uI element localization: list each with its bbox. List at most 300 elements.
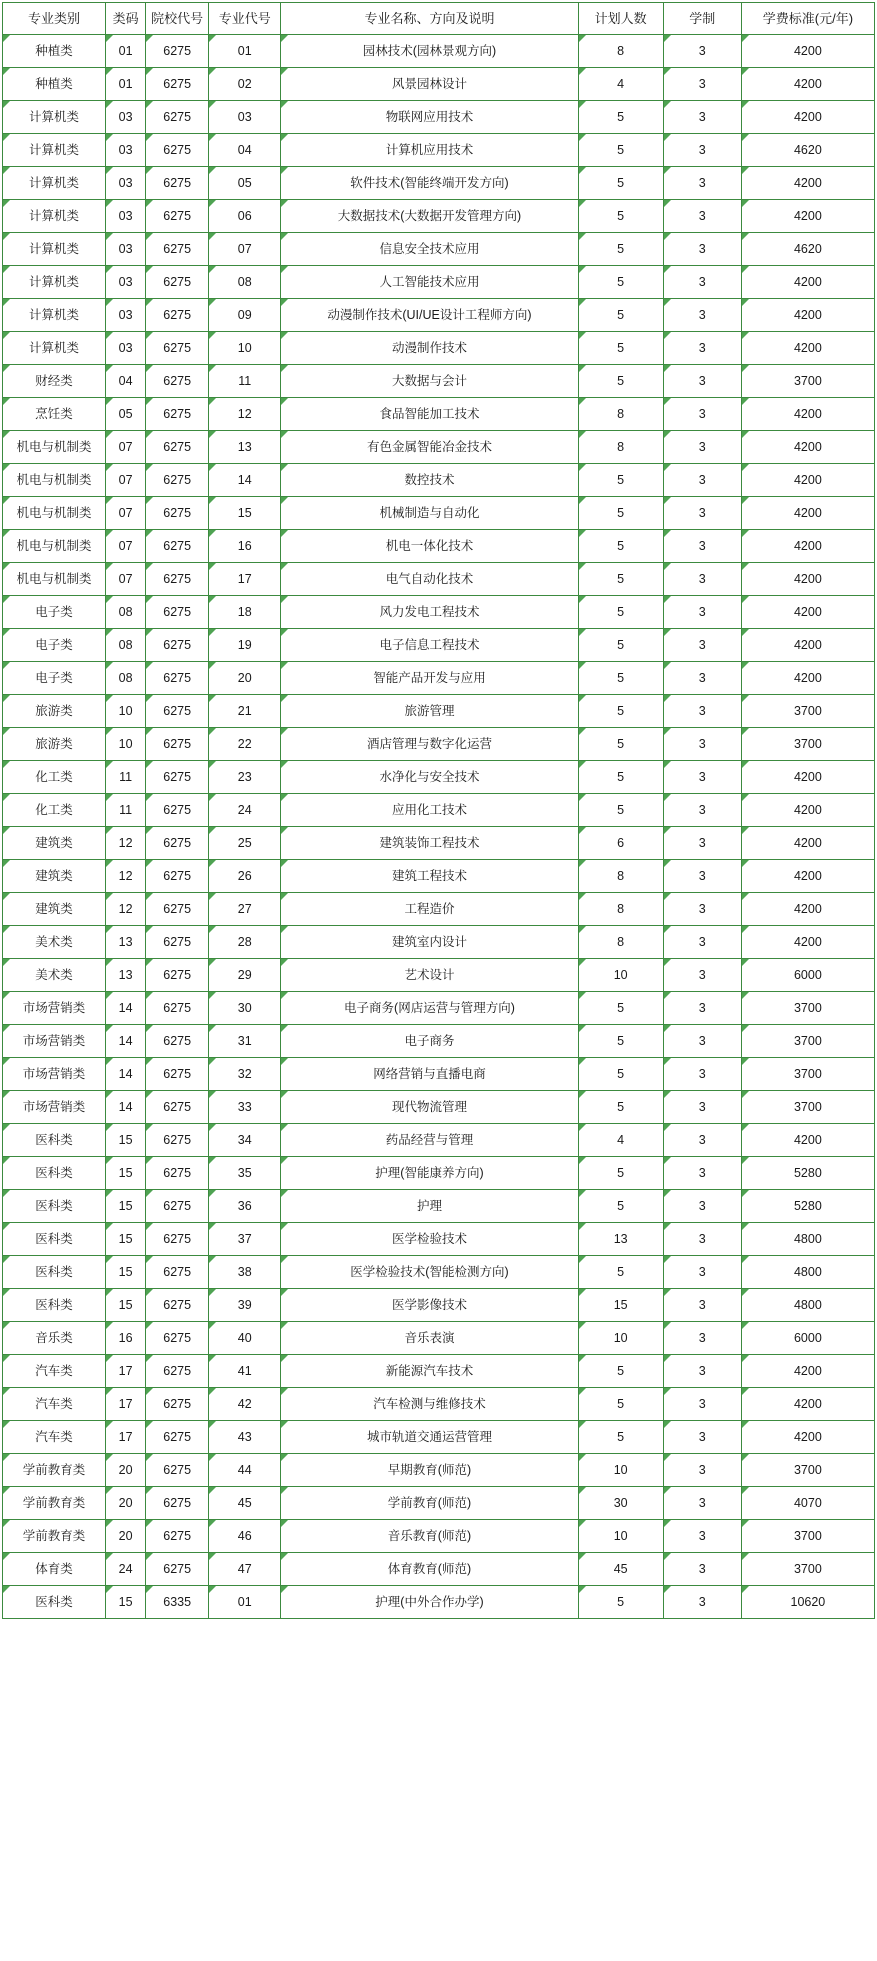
cell-tuition: 6000 [741, 1322, 874, 1355]
cell-duration: 3 [663, 266, 741, 299]
cell-major-code: 33 [209, 1091, 281, 1124]
cell-category: 种植类 [3, 35, 106, 68]
cell-major-name: 机电一体化技术 [281, 530, 578, 563]
table-row [3, 563, 875, 596]
cell-plan-count: 5 [578, 1091, 663, 1124]
cell-category: 种植类 [3, 68, 106, 101]
cell-tuition: 4200 [741, 431, 874, 464]
cell-major-code: 34 [209, 1124, 281, 1157]
cell-school-code: 6275 [146, 761, 209, 794]
cell-category: 计算机类 [3, 299, 106, 332]
cell-duration: 3 [663, 167, 741, 200]
cell-category: 化工类 [3, 761, 106, 794]
cell-duration: 3 [663, 926, 741, 959]
cell-category: 烹饪类 [3, 398, 106, 431]
table-row [3, 596, 875, 629]
majors-plan-sheet [0, 2, 877, 1619]
cell-major-name: 电子商务 [281, 1025, 578, 1058]
cell-plan-count: 8 [578, 35, 663, 68]
cell-plan-count: 5 [578, 332, 663, 365]
cell-major-name: 动漫制作技术 [281, 332, 578, 365]
cell-major-name: 城市轨道交通运营管理 [281, 1421, 578, 1454]
cell-tuition: 6000 [741, 959, 874, 992]
cell-category: 计算机类 [3, 266, 106, 299]
table-row [3, 992, 875, 1025]
cell-school-code: 6275 [146, 860, 209, 893]
cell-school-code: 6275 [146, 167, 209, 200]
cell-category: 建筑类 [3, 827, 106, 860]
cell-category-code: 03 [106, 299, 146, 332]
cell-major-name: 早期教育(师范) [281, 1454, 578, 1487]
cell-school-code: 6275 [146, 497, 209, 530]
cell-major-code: 45 [209, 1487, 281, 1520]
cell-school-code: 6275 [146, 1322, 209, 1355]
cell-category: 市场营销类 [3, 992, 106, 1025]
cell-major-code: 14 [209, 464, 281, 497]
cell-major-code: 44 [209, 1454, 281, 1487]
cell-school-code: 6275 [146, 662, 209, 695]
table-row [3, 1256, 875, 1289]
cell-school-code: 6275 [146, 926, 209, 959]
table-row [3, 761, 875, 794]
cell-category: 建筑类 [3, 893, 106, 926]
cell-tuition: 4200 [741, 1388, 874, 1421]
cell-category: 医科类 [3, 1289, 106, 1322]
cell-major-code: 01 [209, 1586, 281, 1619]
cell-tuition: 5280 [741, 1190, 874, 1223]
cell-category: 汽车类 [3, 1355, 106, 1388]
table-row [3, 1124, 875, 1157]
cell-major-code: 31 [209, 1025, 281, 1058]
cell-duration: 3 [663, 1058, 741, 1091]
cell-school-code: 6275 [146, 530, 209, 563]
cell-plan-count: 5 [578, 794, 663, 827]
cell-school-code: 6275 [146, 1553, 209, 1586]
cell-category-code: 15 [106, 1256, 146, 1289]
cell-plan-count: 5 [578, 1388, 663, 1421]
cell-duration: 3 [663, 35, 741, 68]
cell-major-code: 29 [209, 959, 281, 992]
cell-major-code: 25 [209, 827, 281, 860]
table-row [3, 827, 875, 860]
cell-school-code: 6275 [146, 1454, 209, 1487]
cell-school-code: 6275 [146, 563, 209, 596]
cell-category: 机电与机制类 [3, 563, 106, 596]
cell-school-code: 6275 [146, 728, 209, 761]
column-header-tuition: 学费标准(元/年) [741, 3, 874, 35]
cell-plan-count: 5 [578, 365, 663, 398]
cell-major-name: 信息安全技术应用 [281, 233, 578, 266]
cell-major-name: 大数据技术(大数据开发管理方向) [281, 200, 578, 233]
cell-category-code: 07 [106, 497, 146, 530]
cell-tuition: 4200 [741, 827, 874, 860]
cell-category-code: 08 [106, 596, 146, 629]
column-header-duration: 学制 [663, 3, 741, 35]
cell-school-code: 6275 [146, 134, 209, 167]
cell-duration: 3 [663, 629, 741, 662]
cell-major-name: 网络营销与直播电商 [281, 1058, 578, 1091]
column-header-category-code: 类码 [106, 3, 146, 35]
cell-duration: 3 [663, 794, 741, 827]
cell-major-name: 建筑室内设计 [281, 926, 578, 959]
table-row [3, 1520, 875, 1553]
cell-school-code: 6275 [146, 959, 209, 992]
cell-tuition: 4200 [741, 629, 874, 662]
cell-duration: 3 [663, 1124, 741, 1157]
cell-major-code: 43 [209, 1421, 281, 1454]
cell-category: 医科类 [3, 1124, 106, 1157]
cell-plan-count: 8 [578, 431, 663, 464]
cell-plan-count: 45 [578, 1553, 663, 1586]
table-row [3, 1586, 875, 1619]
cell-category-code: 14 [106, 1025, 146, 1058]
cell-major-code: 37 [209, 1223, 281, 1256]
cell-duration: 3 [663, 596, 741, 629]
cell-category-code: 03 [106, 332, 146, 365]
cell-category-code: 17 [106, 1355, 146, 1388]
cell-tuition: 4200 [741, 464, 874, 497]
cell-category: 建筑类 [3, 860, 106, 893]
cell-school-code: 6275 [146, 233, 209, 266]
cell-category-code: 03 [106, 266, 146, 299]
cell-category-code: 17 [106, 1421, 146, 1454]
cell-major-code: 39 [209, 1289, 281, 1322]
cell-major-code: 23 [209, 761, 281, 794]
table-row [3, 200, 875, 233]
cell-plan-count: 5 [578, 662, 663, 695]
cell-duration: 3 [663, 1553, 741, 1586]
table-row [3, 530, 875, 563]
cell-plan-count: 10 [578, 1454, 663, 1487]
table-row [3, 431, 875, 464]
cell-category: 计算机类 [3, 233, 106, 266]
cell-category-code: 12 [106, 893, 146, 926]
cell-school-code: 6275 [146, 1487, 209, 1520]
cell-tuition: 4800 [741, 1223, 874, 1256]
table-row [3, 35, 875, 68]
cell-category: 旅游类 [3, 695, 106, 728]
cell-tuition: 3700 [741, 728, 874, 761]
cell-major-name: 汽车检测与维修技术 [281, 1388, 578, 1421]
cell-major-code: 40 [209, 1322, 281, 1355]
table-row [3, 1421, 875, 1454]
cell-category-code: 14 [106, 1058, 146, 1091]
cell-tuition: 10620 [741, 1586, 874, 1619]
cell-duration: 3 [663, 1091, 741, 1124]
cell-category: 医科类 [3, 1586, 106, 1619]
cell-school-code: 6275 [146, 1256, 209, 1289]
cell-duration: 3 [663, 1454, 741, 1487]
cell-duration: 3 [663, 1487, 741, 1520]
cell-major-code: 01 [209, 35, 281, 68]
table-row [3, 101, 875, 134]
cell-category: 电子类 [3, 629, 106, 662]
cell-category: 汽车类 [3, 1421, 106, 1454]
cell-plan-count: 5 [578, 200, 663, 233]
cell-plan-count: 5 [578, 1190, 663, 1223]
cell-category-code: 15 [106, 1289, 146, 1322]
table-row [3, 266, 875, 299]
cell-major-name: 建筑工程技术 [281, 860, 578, 893]
cell-school-code: 6275 [146, 365, 209, 398]
cell-school-code: 6275 [146, 596, 209, 629]
cell-category: 学前教育类 [3, 1520, 106, 1553]
table-row [3, 1190, 875, 1223]
cell-category: 机电与机制类 [3, 464, 106, 497]
cell-tuition: 3700 [741, 1520, 874, 1553]
cell-category-code: 13 [106, 926, 146, 959]
cell-category-code: 03 [106, 101, 146, 134]
cell-major-code: 35 [209, 1157, 281, 1190]
table-row [3, 1322, 875, 1355]
cell-category-code: 03 [106, 167, 146, 200]
cell-category: 医科类 [3, 1256, 106, 1289]
cell-duration: 3 [663, 728, 741, 761]
table-row [3, 332, 875, 365]
cell-plan-count: 6 [578, 827, 663, 860]
cell-major-name: 电气自动化技术 [281, 563, 578, 596]
table-row [3, 1058, 875, 1091]
cell-school-code: 6275 [146, 893, 209, 926]
cell-duration: 3 [663, 101, 741, 134]
cell-major-name: 建筑装饰工程技术 [281, 827, 578, 860]
cell-school-code: 6275 [146, 398, 209, 431]
table-row [3, 695, 875, 728]
cell-tuition: 5280 [741, 1157, 874, 1190]
cell-major-name: 旅游管理 [281, 695, 578, 728]
cell-tuition: 4200 [741, 1421, 874, 1454]
table-row [3, 299, 875, 332]
cell-category-code: 07 [106, 464, 146, 497]
cell-tuition: 4200 [741, 35, 874, 68]
cell-school-code: 6275 [146, 827, 209, 860]
table-row [3, 233, 875, 266]
cell-duration: 3 [663, 563, 741, 596]
cell-school-code: 6275 [146, 464, 209, 497]
cell-major-name: 新能源汽车技术 [281, 1355, 578, 1388]
table-row [3, 662, 875, 695]
cell-plan-count: 10 [578, 959, 663, 992]
cell-major-code: 12 [209, 398, 281, 431]
cell-duration: 3 [663, 365, 741, 398]
cell-plan-count: 5 [578, 728, 663, 761]
cell-tuition: 4200 [741, 68, 874, 101]
cell-tuition: 4200 [741, 761, 874, 794]
cell-major-name: 护理(智能康养方向) [281, 1157, 578, 1190]
cell-plan-count: 8 [578, 893, 663, 926]
cell-duration: 3 [663, 1289, 741, 1322]
cell-plan-count: 10 [578, 1322, 663, 1355]
cell-major-name: 电子信息工程技术 [281, 629, 578, 662]
cell-category-code: 14 [106, 1091, 146, 1124]
cell-duration: 3 [663, 1355, 741, 1388]
cell-major-name: 机械制造与自动化 [281, 497, 578, 530]
cell-category-code: 15 [106, 1223, 146, 1256]
cell-category: 市场营销类 [3, 1025, 106, 1058]
cell-category-code: 01 [106, 68, 146, 101]
cell-plan-count: 5 [578, 134, 663, 167]
cell-plan-count: 5 [578, 1421, 663, 1454]
cell-duration: 3 [663, 200, 741, 233]
table-row [3, 1355, 875, 1388]
cell-category-code: 05 [106, 398, 146, 431]
cell-major-name: 体育教育(师范) [281, 1553, 578, 1586]
cell-duration: 3 [663, 1223, 741, 1256]
cell-school-code: 6275 [146, 1091, 209, 1124]
cell-major-name: 风景园林设计 [281, 68, 578, 101]
cell-category: 机电与机制类 [3, 497, 106, 530]
cell-plan-count: 5 [578, 761, 663, 794]
cell-plan-count: 5 [578, 1586, 663, 1619]
table-row [3, 893, 875, 926]
cell-plan-count: 5 [578, 1025, 663, 1058]
cell-category: 电子类 [3, 662, 106, 695]
cell-major-code: 15 [209, 497, 281, 530]
cell-school-code: 6275 [146, 1190, 209, 1223]
cell-category-code: 11 [106, 794, 146, 827]
cell-major-code: 07 [209, 233, 281, 266]
cell-major-code: 24 [209, 794, 281, 827]
cell-plan-count: 5 [578, 1058, 663, 1091]
header-row [3, 3, 875, 35]
cell-major-code: 22 [209, 728, 281, 761]
cell-major-name: 软件技术(智能终端开发方向) [281, 167, 578, 200]
cell-category: 财经类 [3, 365, 106, 398]
cell-category-code: 03 [106, 233, 146, 266]
cell-tuition: 3700 [741, 1454, 874, 1487]
cell-category: 市场营销类 [3, 1091, 106, 1124]
cell-tuition: 4200 [741, 1124, 874, 1157]
cell-major-code: 46 [209, 1520, 281, 1553]
table-row [3, 1223, 875, 1256]
table-row [3, 365, 875, 398]
cell-duration: 3 [663, 662, 741, 695]
cell-duration: 3 [663, 1322, 741, 1355]
cell-tuition: 3700 [741, 365, 874, 398]
cell-major-code: 13 [209, 431, 281, 464]
table-row [3, 1388, 875, 1421]
cell-plan-count: 15 [578, 1289, 663, 1322]
cell-category: 计算机类 [3, 101, 106, 134]
cell-duration: 3 [663, 827, 741, 860]
cell-major-code: 32 [209, 1058, 281, 1091]
table-row [3, 1025, 875, 1058]
table-row [3, 1553, 875, 1586]
cell-tuition: 3700 [741, 1058, 874, 1091]
cell-school-code: 6275 [146, 1388, 209, 1421]
cell-tuition: 4200 [741, 497, 874, 530]
table-row [3, 1289, 875, 1322]
cell-category-code: 01 [106, 35, 146, 68]
cell-category: 电子类 [3, 596, 106, 629]
cell-plan-count: 8 [578, 860, 663, 893]
cell-school-code: 6275 [146, 1421, 209, 1454]
cell-tuition: 4200 [741, 893, 874, 926]
cell-school-code: 6275 [146, 266, 209, 299]
cell-major-name: 数控技术 [281, 464, 578, 497]
cell-category: 化工类 [3, 794, 106, 827]
table-row [3, 860, 875, 893]
cell-plan-count: 5 [578, 563, 663, 596]
cell-major-name: 园林技术(园林景观方向) [281, 35, 578, 68]
table-body [3, 35, 875, 1619]
cell-category-code: 15 [106, 1586, 146, 1619]
cell-major-code: 19 [209, 629, 281, 662]
cell-major-name: 智能产品开发与应用 [281, 662, 578, 695]
cell-school-code: 6275 [146, 1520, 209, 1553]
cell-school-code: 6275 [146, 1157, 209, 1190]
cell-tuition: 4200 [741, 398, 874, 431]
cell-plan-count: 8 [578, 926, 663, 959]
cell-major-code: 03 [209, 101, 281, 134]
cell-plan-count: 5 [578, 629, 663, 662]
cell-category: 计算机类 [3, 332, 106, 365]
table-row [3, 1487, 875, 1520]
cell-category-code: 20 [106, 1454, 146, 1487]
cell-tuition: 4200 [741, 794, 874, 827]
cell-major-name: 医学影像技术 [281, 1289, 578, 1322]
cell-duration: 3 [663, 1388, 741, 1421]
cell-duration: 3 [663, 959, 741, 992]
cell-plan-count: 5 [578, 299, 663, 332]
cell-tuition: 4200 [741, 563, 874, 596]
cell-category-code: 10 [106, 728, 146, 761]
cell-duration: 3 [663, 1421, 741, 1454]
cell-tuition: 4200 [741, 266, 874, 299]
cell-category-code: 13 [106, 959, 146, 992]
cell-duration: 3 [663, 530, 741, 563]
cell-major-code: 16 [209, 530, 281, 563]
cell-plan-count: 4 [578, 1124, 663, 1157]
cell-tuition: 4200 [741, 530, 874, 563]
cell-tuition: 4200 [741, 299, 874, 332]
cell-category-code: 04 [106, 365, 146, 398]
cell-major-name: 工程造价 [281, 893, 578, 926]
cell-category: 市场营销类 [3, 1058, 106, 1091]
table-row [3, 497, 875, 530]
table-row [3, 1454, 875, 1487]
cell-major-code: 41 [209, 1355, 281, 1388]
cell-major-code: 18 [209, 596, 281, 629]
cell-category-code: 14 [106, 992, 146, 1025]
cell-plan-count: 5 [578, 167, 663, 200]
cell-duration: 3 [663, 992, 741, 1025]
cell-major-name: 医学检验技术(智能检测方向) [281, 1256, 578, 1289]
cell-duration: 3 [663, 332, 741, 365]
cell-tuition: 3700 [741, 1091, 874, 1124]
cell-school-code: 6275 [146, 695, 209, 728]
table-row [3, 959, 875, 992]
cell-duration: 3 [663, 1256, 741, 1289]
cell-plan-count: 5 [578, 596, 663, 629]
table-row [3, 926, 875, 959]
cell-major-name: 护理 [281, 1190, 578, 1223]
cell-category-code: 11 [106, 761, 146, 794]
cell-duration: 3 [663, 1586, 741, 1619]
cell-major-code: 02 [209, 68, 281, 101]
cell-category-code: 07 [106, 431, 146, 464]
cell-tuition: 4800 [741, 1256, 874, 1289]
cell-tuition: 4200 [741, 662, 874, 695]
cell-duration: 3 [663, 68, 741, 101]
cell-school-code: 6275 [146, 68, 209, 101]
table-row [3, 134, 875, 167]
cell-category: 机电与机制类 [3, 530, 106, 563]
cell-tuition: 4200 [741, 860, 874, 893]
cell-major-name: 动漫制作技术(UI/UE设计工程师方向) [281, 299, 578, 332]
cell-plan-count: 5 [578, 101, 663, 134]
cell-tuition: 3700 [741, 1025, 874, 1058]
